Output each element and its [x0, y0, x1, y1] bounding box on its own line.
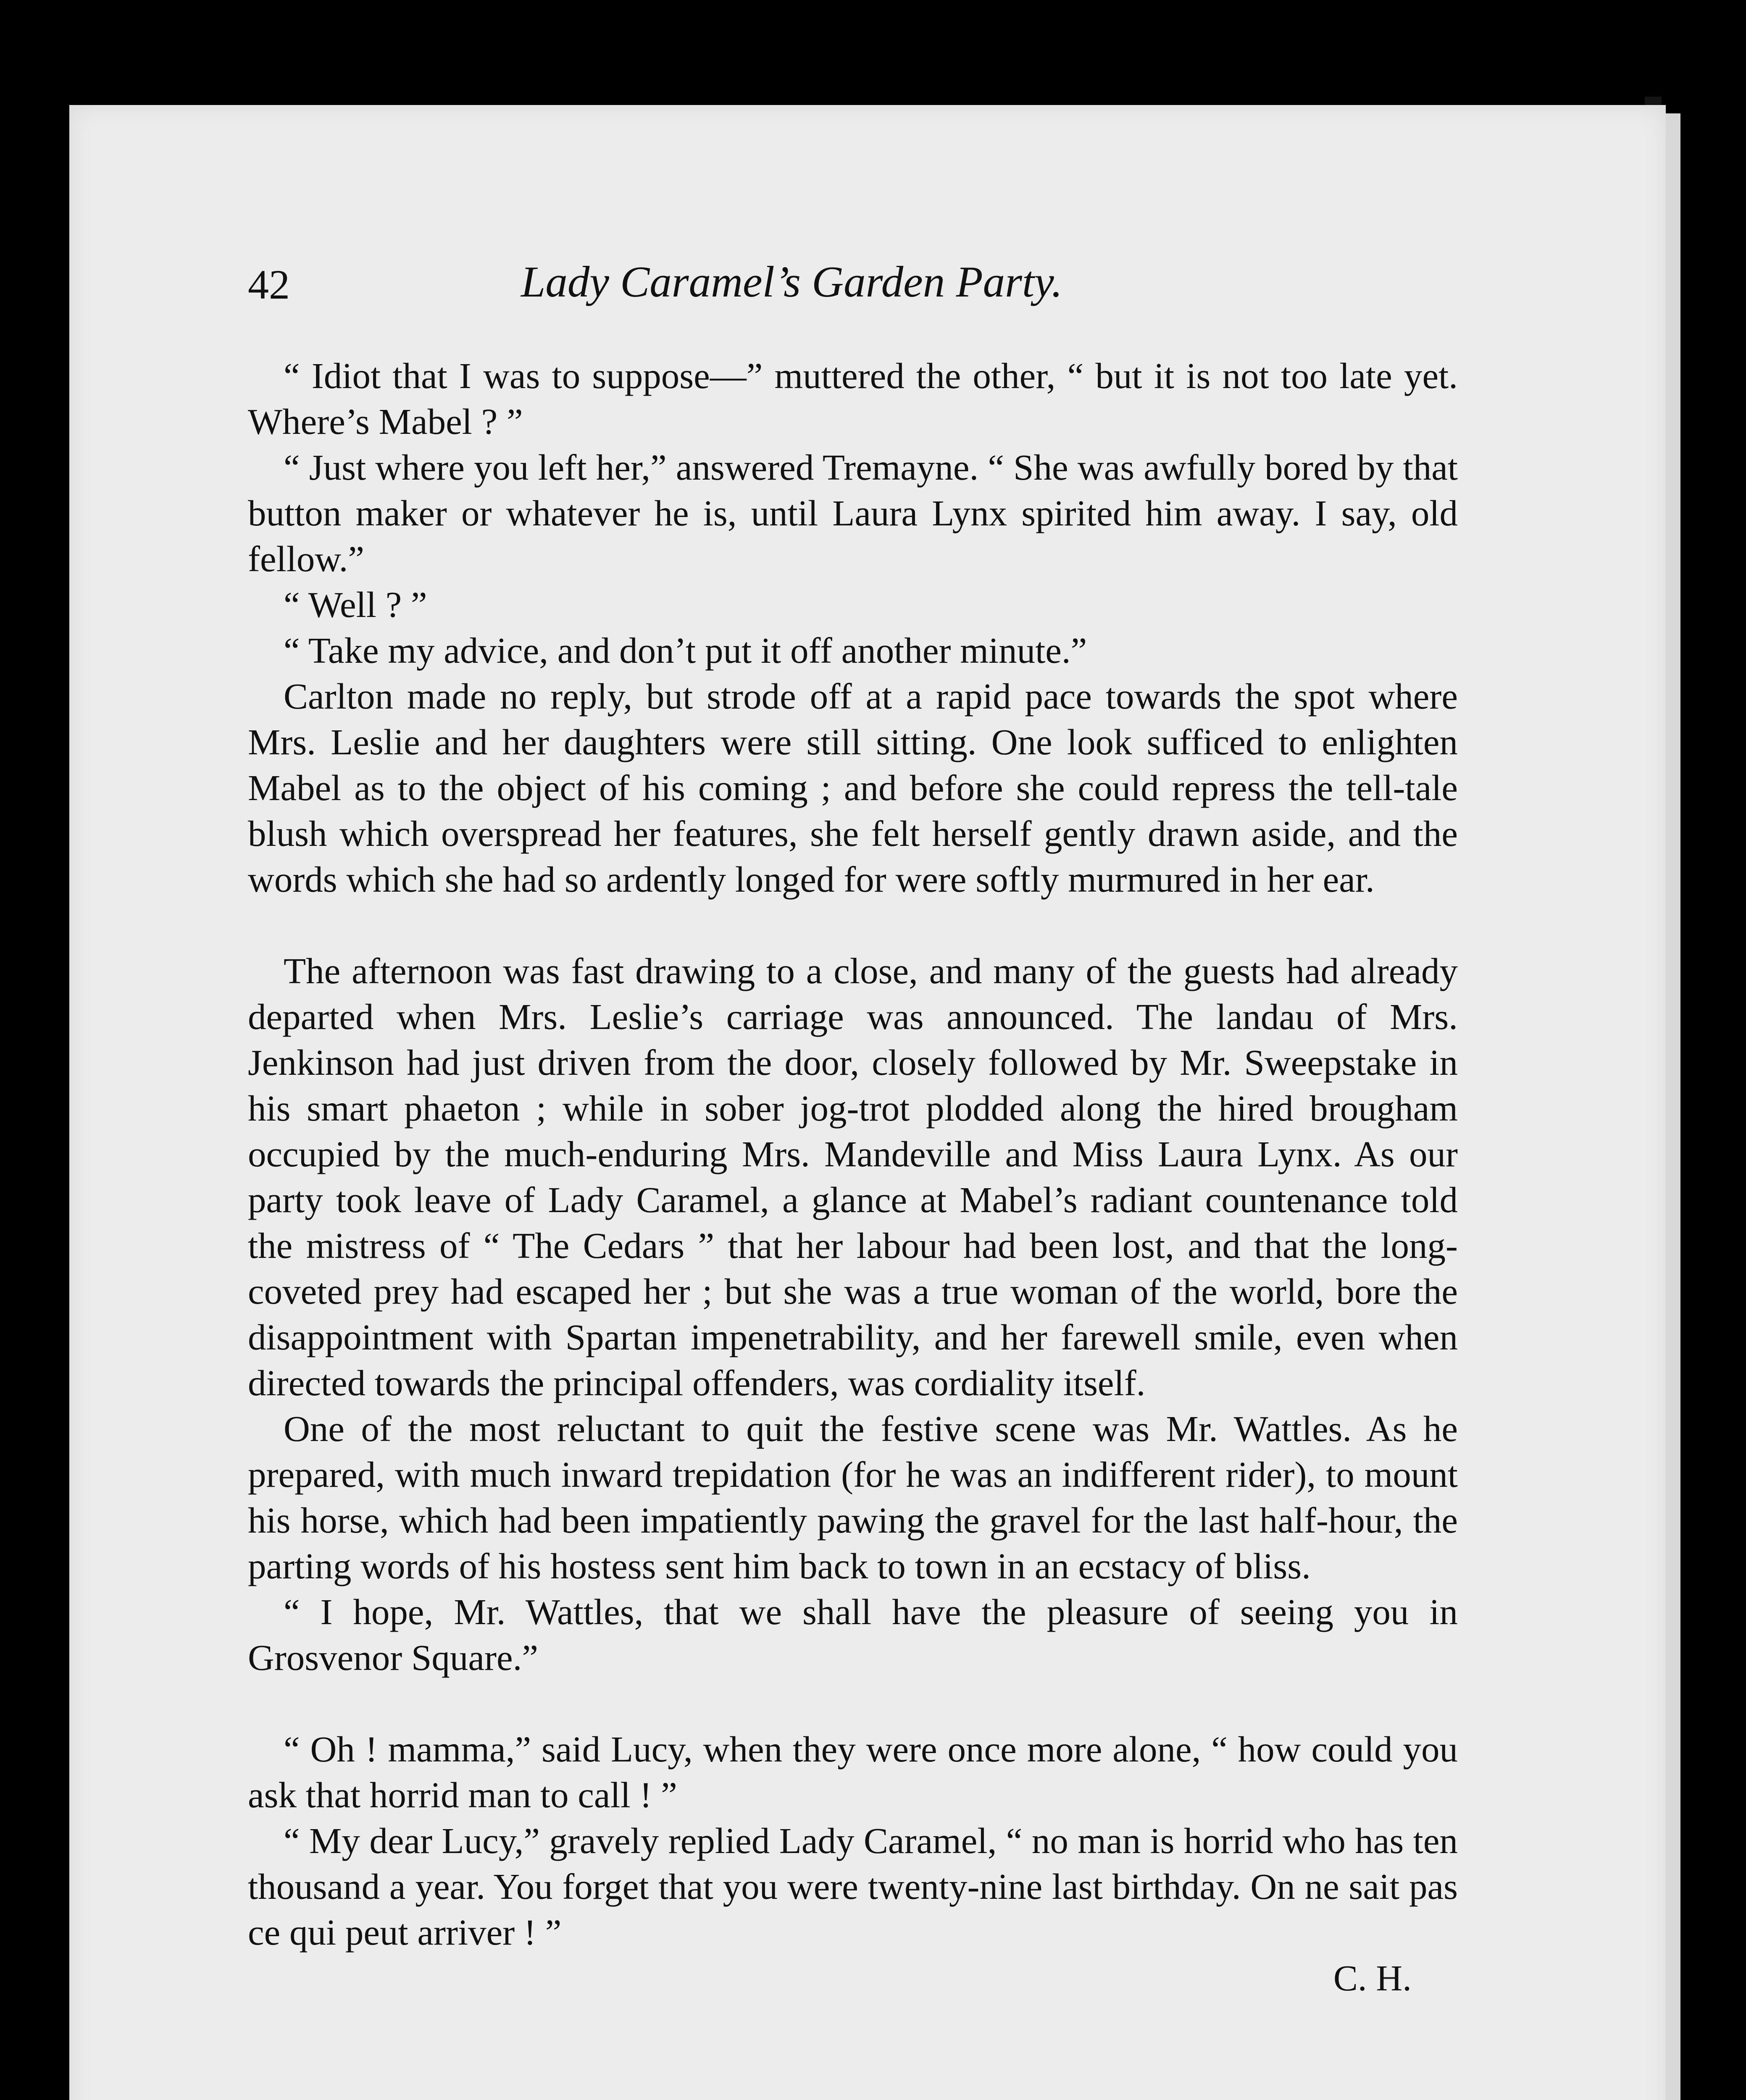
paragraph: “ I hope, Mr. Wattles, that we shall have the pleasure of seeing you in Grosvenor Square.”: [248, 1591, 1458, 1678]
paragraph: “ My dear Lucy,” gravely replied Lady Caramel, “ no man is horrid who has ten thousand a year. You forget that you were twenty-nine last birthday. On ne sait pas ce qui peut arriver ! ”: [248, 1820, 1458, 1953]
body-text: [248, 353, 1458, 2001]
paragraph: “ Well ? ”: [284, 584, 427, 625]
running-title: Lady Caramel’s Garden Party.: [521, 257, 1063, 306]
next-page-edge: [1664, 113, 1680, 2100]
section-break: [248, 1680, 1458, 1726]
paragraph: One of the most reluctant to quit the festive scene was Mr. Wattles. As he prepared, with much inward trepidation (for he was an indifferent rider), to mount his horse, which had been impatiently pawing the gravel for the last half-hour, the parting words of his hostess sent him back to town in an ecstacy of bliss.: [248, 1408, 1458, 1586]
paragraph: “ Just where you left her,” answered Tremayne. “ She was awfully bored by that button maker or whatever he is, until Laura Lynx spirited him away. I say, old fellow.”: [248, 447, 1458, 579]
paragraph: “ Idiot that I was to suppose—” muttered the other, “ but it is not too late yet. Where’s Mabel ? ”: [248, 355, 1458, 442]
paragraph: Carlton made no reply, but strode off at a rapid pace towards the spot where Mrs. Leslie and her daughters were still sitting. One look sufficed to enlighten Mabel as to the object of his coming ; and before she could repress the tell-tale blush which overspread her features, she felt herself gently drawn aside, and the words which she had so ardently longed for were softly murmured in her ear.: [248, 676, 1458, 900]
paragraph: “ Take my advice, and don’t put it off another minute.”: [284, 630, 1087, 671]
paragraph: “ Oh ! mamma,” said Lucy, when they were once more alone, “ how could you ask that horrid man to call ! ”: [248, 1729, 1458, 1815]
paragraph: The afternoon was fast drawing to a close, and many of the guests had already departed when Mrs. Leslie’s carriage was announced. The landau of Mrs. Jenkinson had just driven from the door, closely followed by Mr. Sweepstake in his smart phaeton ; while in sober jog-trot plodded along the hired brougham occupied by the much-enduring Mrs. Mandeville and Miss Laura Lynx. As our party took leave of Lady Caramel, a glance at Mabel’s radiant countenance told the mistress of “ The Cedars ” that her labour had been lost, and that the long-coveted prey had escaped her ; but she was a true woman of the world, bore the disappointment with Spartan impenetrability, and her farewell smile, even when directed towards the principal offenders, was cordiality itself.: [248, 950, 1458, 1403]
section-break: [248, 902, 1458, 948]
author-initials: C. H.: [1333, 1958, 1412, 1998]
page-header: [248, 256, 1592, 319]
page-number: 42: [248, 261, 290, 308]
